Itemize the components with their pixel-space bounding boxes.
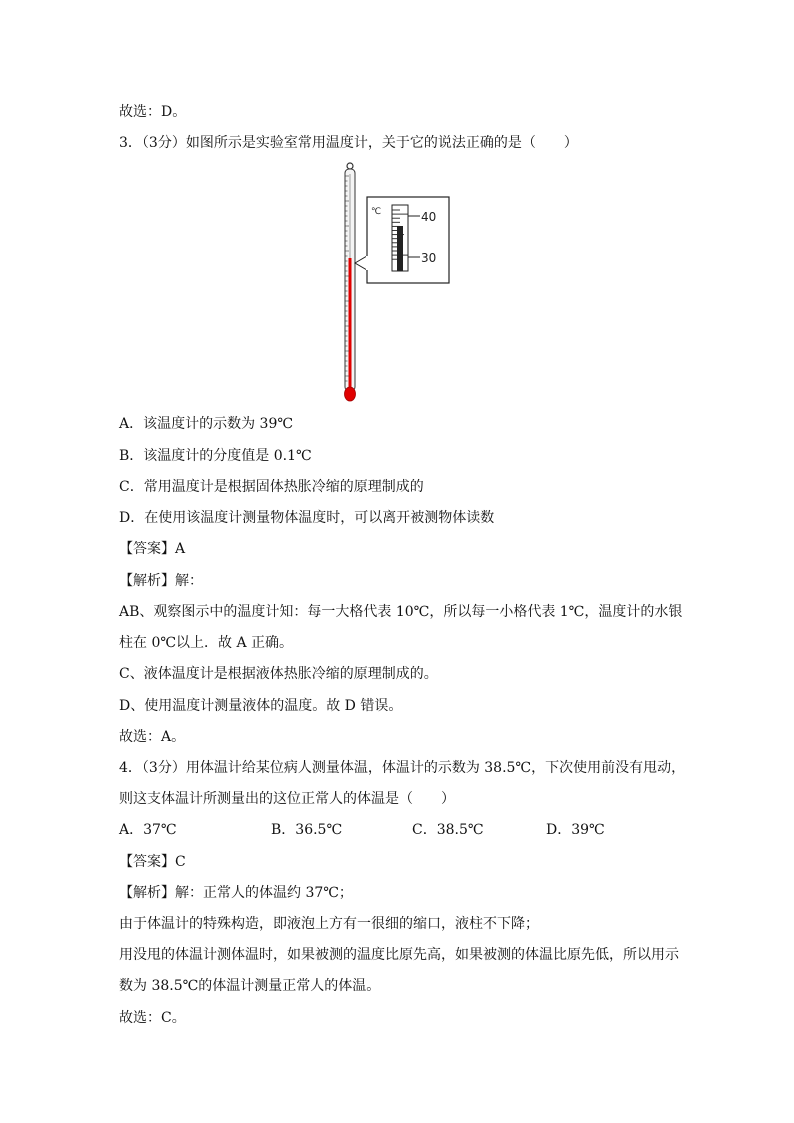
analysis-3-line1: AB、观察图示中的温度计知：每一大格代表 10℃，所以每一小格代表 1℃，温度计的水银	[119, 604, 683, 620]
mercury-bulb	[345, 387, 356, 401]
analysis-3-line3: C、液体温度计是根据液体热胀冷缩的原理制成的。	[119, 666, 438, 682]
analysis-4-heading: 【解析】解：正常人的体温约 37℃；	[119, 885, 353, 901]
question-4-stem-line1: 4．（3分）用体温计给某位病人测量体温，体温计的示数为 38.5℃，下次使用前没有甩动，	[119, 760, 686, 776]
answer-3: 【答案】A	[119, 541, 186, 557]
option-4d: D．39℃	[546, 822, 605, 838]
conclusion-3: 故选：A。	[119, 729, 186, 745]
option-4a: A．37℃	[119, 822, 177, 838]
analysis-4-line1: 由于体温计的特殊构造，即液泡上方有一很细的缩口，液柱不下降；	[119, 916, 539, 932]
unit-label: ℃	[371, 207, 382, 217]
option-3d: D．在使用该温度计测量物体温度时，可以离开被测物体读数	[119, 510, 495, 526]
option-4c: C．38.5℃	[412, 822, 484, 838]
mercury-column	[349, 258, 352, 390]
hanging-ring	[347, 163, 353, 169]
thermometer-illustration	[330, 160, 460, 406]
option-3b: B．该温度计的分度值是 0.1℃	[119, 448, 312, 464]
option-3c: C．常用温度计是根据固体热胀冷缩的原理制成的	[119, 479, 424, 495]
tick-label-30: 30	[421, 251, 437, 265]
question-4-stem-line2: 则这支体温计所测量出的这位正常人的体温是（ ）	[119, 791, 455, 807]
option-4b: B．36.5℃	[271, 822, 343, 838]
thermometer-figure	[330, 160, 460, 406]
option-3a: A．该温度计的示数为 39℃	[119, 416, 294, 432]
conclusion-4: 故选：C。	[119, 1010, 186, 1026]
analysis-3-line4: D、使用温度计测量液体的温度。故 D 错误。	[119, 698, 403, 714]
callout-pointer	[355, 256, 367, 270]
analysis-4-line2: 用没甩的体温计测体温时，如果被测的温度比原先高，如果被测的体温比原先低，所以用示	[119, 947, 679, 963]
magnified-liquid-column	[397, 226, 403, 271]
analysis-4-line3: 数为 38.5℃的体温计测量正常人的体温。	[119, 978, 381, 994]
answer-4: 【答案】C	[119, 854, 186, 870]
analysis-3-heading: 【解析】解：	[119, 573, 203, 589]
prev-conclusion: 故选：D。	[119, 104, 187, 120]
question-3-stem: 3．（3分）如图所示是实验室常用温度计，关于它的说法正确的是（ ）	[119, 135, 578, 151]
tick-label-40: 40	[421, 210, 437, 224]
analysis-3-line2: 柱在 0℃以上．故 A 正确。	[119, 635, 294, 651]
